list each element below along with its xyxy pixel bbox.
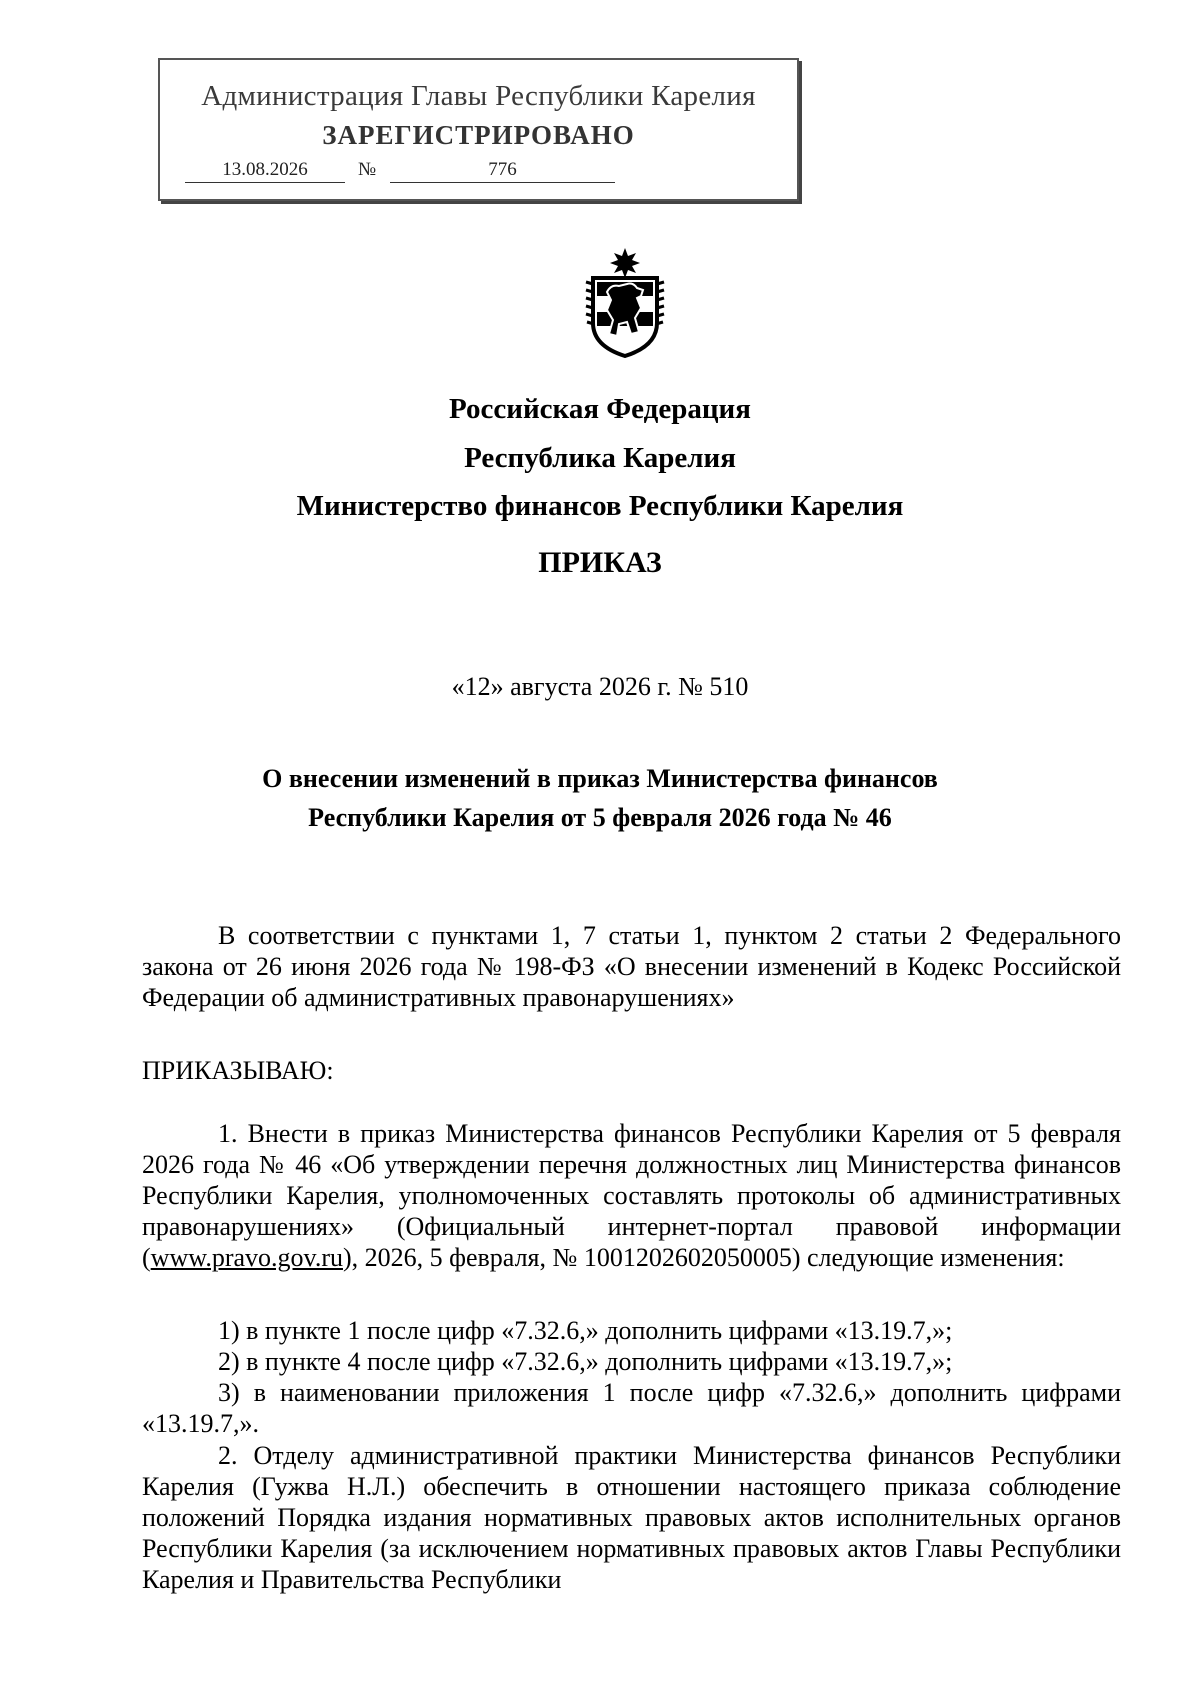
header-ministry: Министерство финансов Республики Карелия [296, 490, 904, 522]
karelia-coat-of-arms-icon [583, 248, 667, 358]
subject-line-2: Республики Карелия от 5 февраля 2026 года № 46 [308, 803, 892, 832]
header-republic: Республика Карелия [464, 442, 736, 474]
subitem-3: 3) в наименовании приложения 1 после цифр «7.32.6,» дополнить цифрами «13.19.7,». [142, 1378, 1121, 1438]
subject-line-1: О внесении изменений в приказ Министерства финансов [262, 764, 938, 793]
stamp-organization: Администрация Главы Республики Карелия [201, 80, 756, 112]
pravo-gov-link[interactable]: www.pravo.gov.ru [150, 1243, 343, 1272]
document-type-title: ПРИКАЗ [538, 546, 662, 579]
item-1-text-end: ), 2026, 5 февраля, № 1001202602050005) следующие изменения: [342, 1243, 1065, 1272]
order-date-number: «12» августа 2026 г. № 510 [451, 672, 749, 701]
item-1-text-start: 1. Внести в приказ Министерства финансов Республики Карелия от 5 февраля 2026 года № 46 «Об утверждении перечня должностных лиц Министерства финансов Республики Карелия, уполномоченных составлять протоколы об административных правонарушениях» (Официальный интернет-портал правовой информации ( [142, 1119, 1121, 1272]
subitem-2: 2) в пункте 4 после цифр «7.32.6,» дополнить цифрами «13.19.7,»; [218, 1347, 953, 1376]
basis-paragraph: В соответствии с пунктами 1, 7 статьи 1, пунктом 2 статьи 2 Федерального закона от 26 июня 2026 года № 198-ФЗ «О внесении изменений в Кодекс Российской Федерации об административных правонарушениях» [142, 921, 1121, 1012]
order-word: ПРИКАЗЫВАЮ: [142, 1056, 334, 1085]
stamp-number-sign: № [358, 159, 377, 180]
item-2-paragraph: 2. Отделу административной практики Министерства финансов Республики Карелия (Гужва Н.Л.) обеспечить в отношении настоящего приказа соблюдение положений Порядка издания нормативных правовых актов исполнительных органов Республики Карелия (за исключением нормативных правовых актов Главы Республики Карелия и Правительства Республики [142, 1441, 1121, 1594]
stamp-status: ЗАРЕГИСТРИРОВАНО [322, 120, 635, 150]
stamp-number: 776 [390, 158, 615, 183]
registration-stamp [158, 58, 799, 201]
subitem-1: 1) в пункте 1 после цифр «7.32.6,» дополнить цифрами «13.19.7,»; [218, 1316, 953, 1345]
stamp-date: 13.08.2026 [185, 158, 345, 183]
item-1-paragraph [142, 1118, 1121, 1273]
header-country: Российская Федерация [449, 393, 751, 425]
